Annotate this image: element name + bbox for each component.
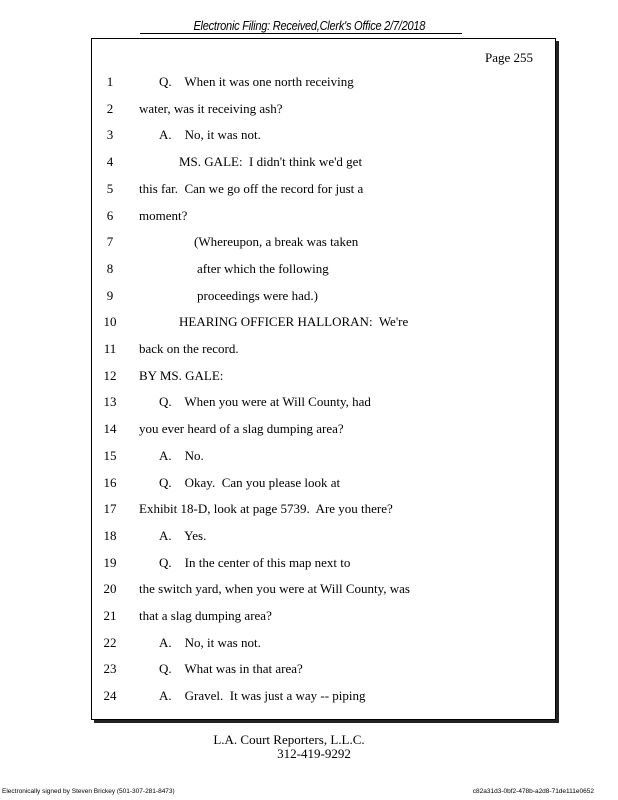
transcript-page (91, 38, 556, 720)
line-number: 12 (103, 367, 117, 383)
line-number: 13 (103, 394, 117, 410)
line-number: 23 (103, 661, 117, 677)
line-number: 9 (106, 287, 114, 303)
line-number: 17 (103, 501, 117, 517)
line-number: 10 (103, 314, 117, 330)
line-text: A. No. (159, 447, 204, 463)
reporter-name: L.A. Court Reporters, L.L.C. (213, 732, 365, 747)
line-text: Q. When you were at Will County, had (159, 394, 371, 410)
line-text: Q. Okay. Can you please look at (159, 474, 341, 490)
e-signature-note: Electronically signed by Steven Brickey (501-307-281-8473) (2, 788, 175, 795)
line-text: Exhibit 18-D, look at page 5739. Are you there? (139, 501, 393, 517)
line-text: HEARING OFFICER HALLORAN: We're (179, 314, 409, 330)
line-text: A. No, it was not. (159, 634, 261, 650)
line-text: proceedings were had.) (197, 287, 318, 303)
page-number: Page 255 (484, 50, 533, 65)
line-text: water, was it receiving ash? (139, 100, 283, 116)
line-number: 15 (103, 447, 117, 463)
line-number: 5 (106, 180, 114, 196)
filing-stamp-header (0, 18, 618, 33)
line-text: A. Yes. (159, 527, 207, 543)
line-number: 14 (103, 421, 117, 437)
line-number: 4 (106, 154, 114, 170)
line-number: 11 (103, 341, 117, 356)
line-text: that a slag dumping area? (139, 608, 272, 623)
line-number: 21 (103, 608, 117, 623)
line-text: Q. When it was one north receiving (159, 74, 354, 89)
line-number: 2 (106, 100, 114, 116)
line-number: 20 (103, 581, 117, 597)
line-text: A. No, it was not. (159, 127, 261, 143)
line-text: this far. Can we go off the record for just a (139, 180, 364, 196)
line-text: moment? (139, 207, 188, 223)
line-number: 24 (103, 688, 117, 704)
line-text: A. Gravel. It was just a way -- piping (159, 688, 366, 704)
line-number: 16 (103, 474, 117, 490)
document-hash: c82a31d3-0bf2-478b-a2d8-71de111e0652 (472, 788, 594, 795)
line-number: 18 (103, 527, 117, 543)
line-text: Q. In the center of this map next to (159, 554, 351, 570)
filing-stamp-text: Electronic Filing: Received,Clerk's Office 2/7/2018 (193, 18, 425, 33)
filing-stamp-underline (140, 33, 462, 34)
line-number: 22 (103, 634, 117, 650)
line-number: 1 (106, 74, 114, 89)
line-text: (Whereupon, a break was taken (194, 234, 359, 250)
line-number: 19 (103, 554, 117, 570)
line-text: back on the record. (139, 341, 239, 356)
line-text: the switch yard, when you were at Will County, was (139, 581, 410, 597)
line-number: 6 (106, 207, 114, 223)
line-number: 7 (106, 234, 114, 250)
line-text: you ever heard of a slag dumping area? (139, 421, 344, 437)
line-number: 8 (106, 260, 114, 276)
line-number: 3 (106, 127, 114, 143)
line-text: Q. What was in that area? (159, 661, 303, 677)
reporter-phone: 312-419-9292 (277, 746, 351, 761)
line-text: BY MS. GALE: (139, 367, 224, 383)
line-text: after which the following (197, 260, 329, 276)
line-text: MS. GALE: I didn't think we'd get (179, 154, 363, 170)
